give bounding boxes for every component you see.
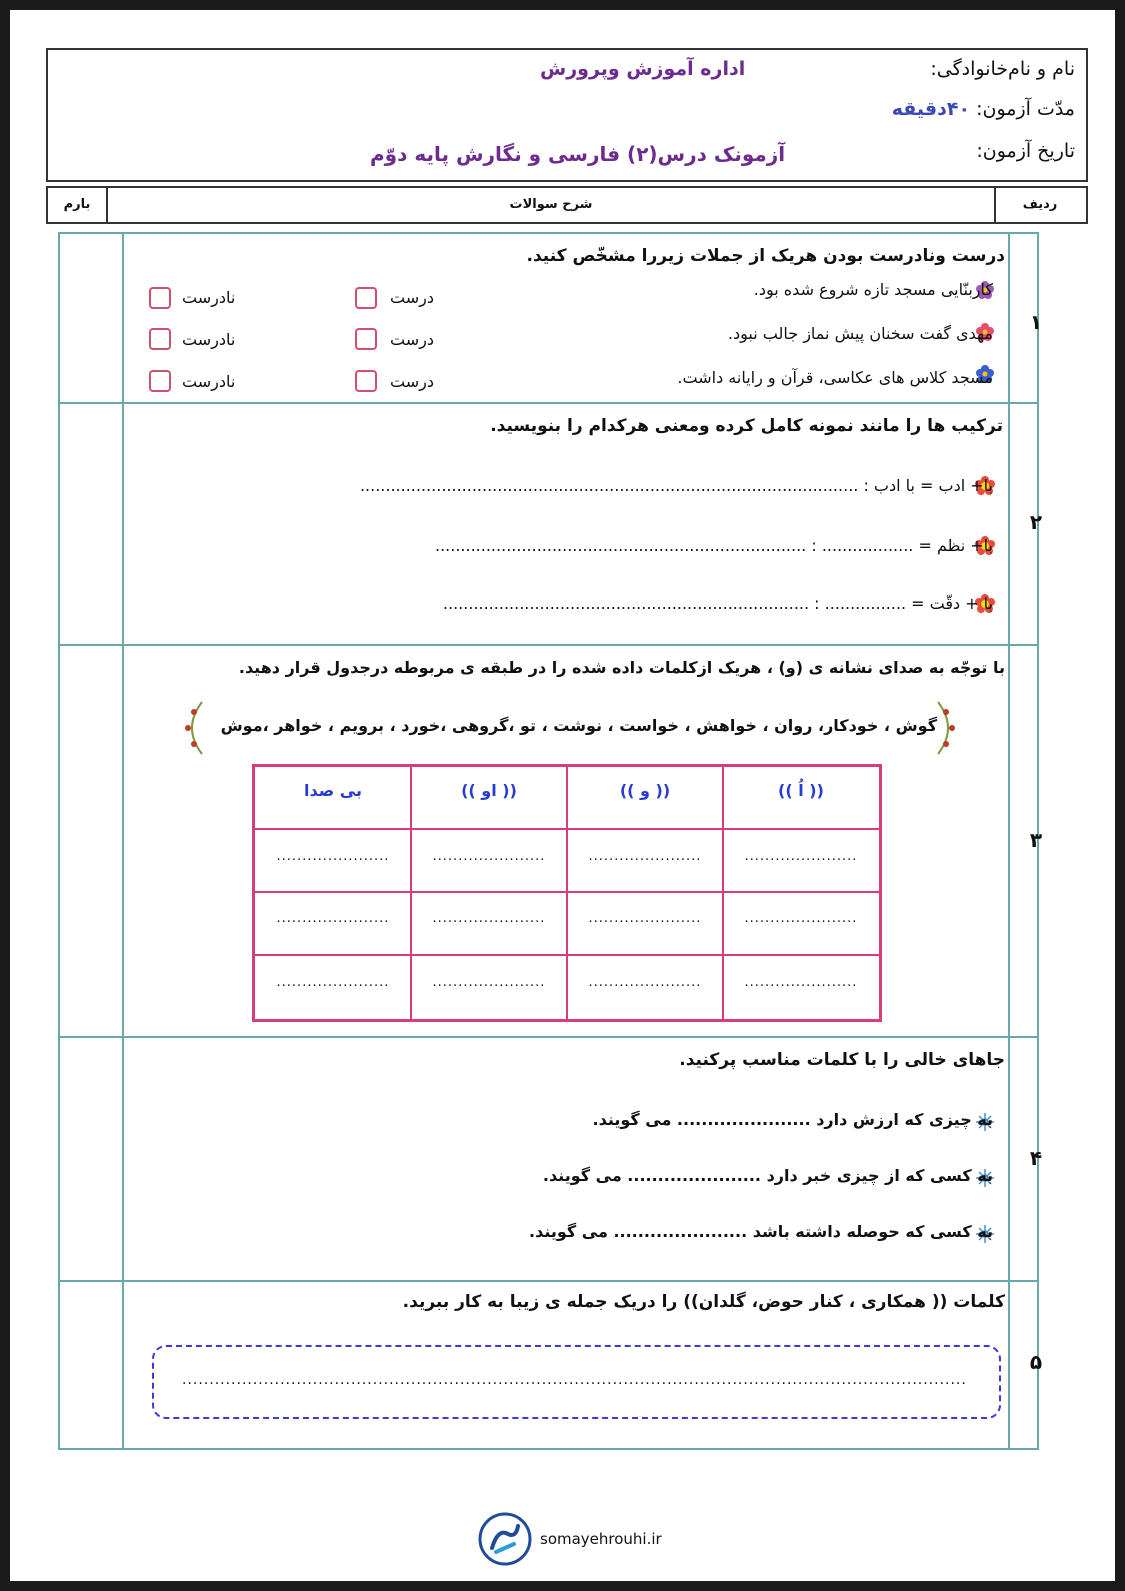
question-2-title: ترکیب ها را مانند نمونه کامل کرده ومعنی هرکدام را بنویسید. (490, 416, 1003, 436)
question-4-title: جاهای خالی را با کلمات مناسب پرکنید. (679, 1050, 1005, 1070)
true-label: درست (390, 330, 434, 349)
question-4-number: ۴ (1029, 1146, 1043, 1170)
false-label: نادرست (182, 330, 236, 349)
table-cell[interactable]: ...................... (432, 849, 546, 864)
table-header-silent: بی صدا (304, 781, 362, 800)
true-checkbox[interactable] (355, 370, 377, 392)
table-cell[interactable]: ...................... (588, 849, 702, 864)
true-label: درست (390, 288, 434, 307)
q3-word-list: گوش ، خودکار، روان ، خواهش ، خواست ، نوشت ، تو ،گروهی ،خورد ، برویم ، خواهر ،موش (220, 716, 937, 735)
description-column: شرح سوالات (509, 197, 593, 212)
table-header-o: (( اُ )) (778, 781, 824, 800)
duration-label (892, 98, 1075, 120)
false-checkbox[interactable] (149, 287, 171, 309)
question-2-number: ۲ (1029, 510, 1043, 534)
table-cell[interactable]: ...................... (276, 849, 390, 864)
q1-statement-1: کاربنّایی مسجد تازه شروع شده بود. (753, 280, 993, 299)
duration-value: ۴۰دقیقه (891, 98, 971, 120)
question-3-number: ۳ (1029, 828, 1043, 852)
q2-item-2: با+ نظم = .................. : ......................................................................... (434, 536, 993, 555)
table-cell[interactable]: ...................... (588, 975, 702, 990)
false-checkbox[interactable] (149, 328, 171, 350)
table-header-u: (( او )) (461, 781, 517, 800)
row-column: ردیف (1022, 197, 1058, 212)
table-cell[interactable]: ...................... (432, 975, 546, 990)
vowel-table (252, 764, 882, 1022)
footer-site[interactable]: somayehrouhi.ir (540, 1530, 662, 1548)
name-label: نام و نام‌خانوادگی: (930, 58, 1075, 80)
q4-item-2: به کسی که از چیزی خبر دارد ...................... می گویند. (542, 1166, 993, 1185)
question-3-title: با توجّه به صدای نشانه ی (و) ، هریک ازکلمات داده شده را در طبقه ی مربوطه درجدول قرار دهید. (238, 658, 1005, 677)
q2-item-3: با + دقّت = ................ : ........................................................................ (442, 594, 993, 613)
true-checkbox[interactable] (355, 287, 377, 309)
score-column: بارم (63, 197, 91, 212)
floral-bracket-icon (180, 700, 208, 756)
duration-label-text: مدّت آزمون: (976, 98, 1075, 120)
q4-item-1: به چیزی که ارزش دارد ...................... می گویند. (592, 1110, 993, 1129)
false-label: نادرست (182, 372, 236, 391)
table-cell[interactable]: ...................... (744, 849, 858, 864)
false-checkbox[interactable] (149, 370, 171, 392)
q4-item-3: به کسی که حوصله داشته باشد ...................... می گویند. (529, 1222, 993, 1241)
q1-statement-3: مسجد کلاس های عکاسی، قرآن و رایانه داشت. (677, 368, 993, 387)
answer-line[interactable]: ................................................................................................................................................ (182, 1372, 967, 1388)
q2-item-1: با+ ادب = با ادب : .................................................................................................. (359, 476, 993, 495)
table-cell[interactable]: ...................... (588, 911, 702, 926)
true-label: درست (390, 372, 434, 391)
exam-page (10, 10, 1115, 1581)
q1-statement-2: مهدی گفت سخنان پیش نماز جالب نبود. (727, 324, 993, 343)
question-5-number: ۵ (1029, 1350, 1043, 1374)
table-cell[interactable]: ...................... (744, 911, 858, 926)
column-header (46, 186, 1088, 224)
question-1-title: درست ونادرست بودن هریک از جملات زیررا مشخّص کنید. (526, 246, 1005, 266)
exam-title: آزمونک درس(۲) فارسی و نگارش پایه دوّم (370, 142, 786, 166)
table-cell[interactable]: ...................... (276, 911, 390, 926)
date-label: تاریخ آزمون: (976, 140, 1075, 162)
site-logo-icon (478, 1512, 532, 1566)
table-cell[interactable]: ...................... (432, 911, 546, 926)
true-checkbox[interactable] (355, 328, 377, 350)
question-1-number: ۱ (1029, 310, 1043, 334)
false-label: نادرست (182, 288, 236, 307)
table-header-v: (( و )) (619, 781, 671, 800)
table-cell[interactable]: ...................... (276, 975, 390, 990)
question-5-title: کلمات (( همکاری ، کنار حوض، گلدان)) را دریک جمله ی زیبا به کار ببرید. (402, 1292, 1005, 1312)
education-office: اداره آموزش وپرورش (540, 58, 746, 80)
table-cell[interactable]: ...................... (744, 975, 858, 990)
